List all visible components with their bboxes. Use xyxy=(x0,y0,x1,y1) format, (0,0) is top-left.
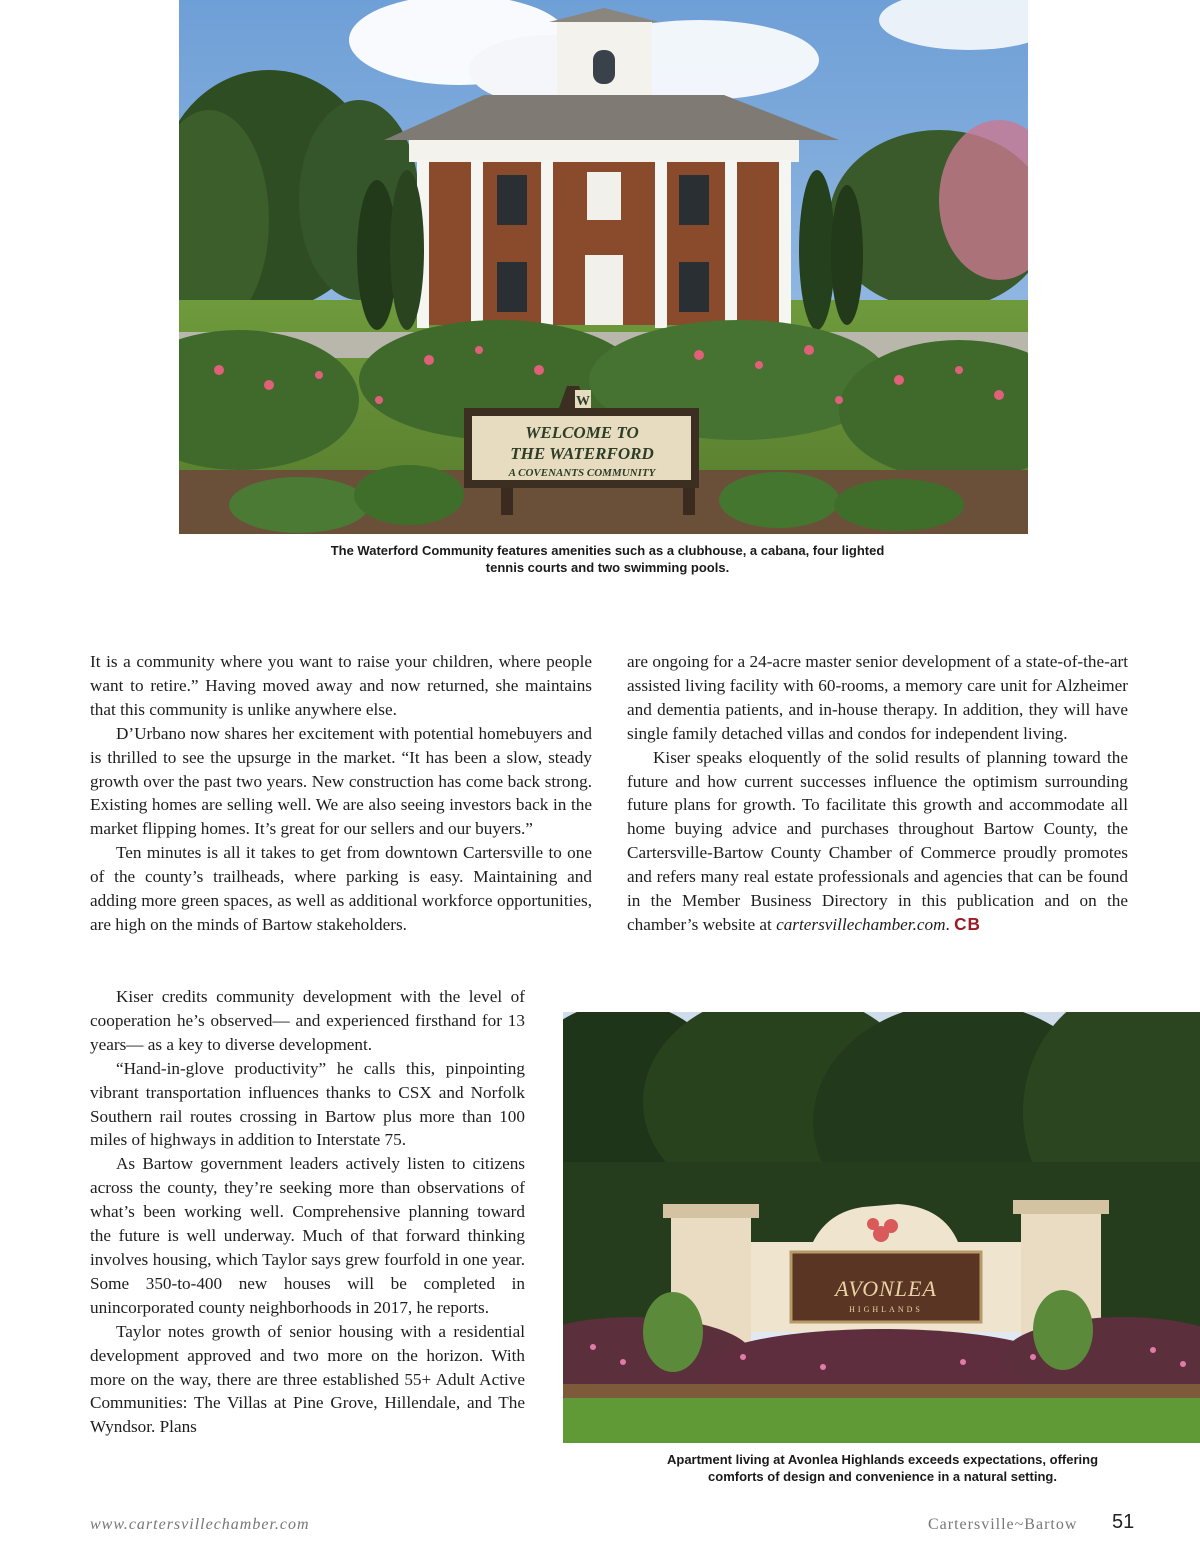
article-column-left-top xyxy=(90,650,592,937)
waterford-sign-line3: A COVENANTS COMMUNITY xyxy=(508,467,656,479)
article-paragraph: As Bartow government leaders actively listen to citizens across the county, they’re seeking more than observations of what’s been working well. Comprehensive planning toward the future is well underway. Much of that forward thinking involves housing, which Taylor says grew fourfold in one year. Some 350-to-400 new houses will be completed in unincorporated county neighborhoods in 2017, he reports. xyxy=(90,1154,525,1317)
closing-text: Kiser speaks eloquently of the solid results of planning toward the future and how current successes influence the optimism surrounding future plans for growth. To facilitate this growth and accommodate all home buying advice and purchases throughout Bartow County, the Cartersville-Bartow County Chamber of Commerce proudly promotes and refers many real estate professionals and agencies that can be found in the Member Business Directory in this publication and on the chamber’s website at xyxy=(627,747,1128,934)
caption-waterford-line1: The Waterford Community features amenities such as a clubhouse, a cabana, four lighted xyxy=(330,543,885,558)
footer-publication-name: Cartersville~Bartow xyxy=(928,1516,1078,1533)
article-paragraph: Taylor notes growth of senior housing with a residential development approved and two more on the horizon. With more on the way, there are three established 55+ Adult Active Communities: The Villas at Pine Grove, Hillendale, and The Wyndsor. Plans xyxy=(90,1321,525,1437)
caption-waterford-line2: tennis courts and two swimming pools. xyxy=(485,560,730,575)
page-number: 51 xyxy=(1112,1511,1135,1533)
waterford-sign-line1: WELCOME TO xyxy=(525,423,639,442)
caption-avonlea-line2: comforts of design and convenience in a natural setting. xyxy=(708,1469,1057,1484)
footer-website[interactable]: www.cartersvillechamber.com xyxy=(90,1516,310,1533)
chamber-website-link[interactable]: cartersvillechamber.com xyxy=(776,914,946,934)
article-paragraph: D’Urbano now shares her excitement with potential homebuyers and is thrilled to see the upsurge in the market. “It has been a slow, steady growth over the past two years. New construction has come back strong. Existing homes are selling well. We are also seeing investors back in the market flipping homes. It’s great for our sellers and our buyers.” xyxy=(90,723,592,839)
article-paragraph: “Hand-in-glove productivity” he calls this, pinpointing vibrant transportation influences thanks to CSX and Norfolk Southern rail routes crossing in Bartow plus more than 100 miles of highways in addition to Interstate 75. xyxy=(90,1058,525,1150)
article-column-left-bottom xyxy=(90,985,525,1439)
avonlea-photo-art xyxy=(563,1012,1200,1443)
waterford-photo-art xyxy=(179,0,1028,534)
article-column-right xyxy=(627,650,1128,937)
article-paragraph: are ongoing for a 24-acre master senior development of a state-of-the-art assisted living facility with 60-rooms, a memory care unit for Alzheimer and dementia patients, and in-house therapy. In addition, they will have single family detached villas and condos for independent living. xyxy=(627,652,1128,743)
waterford-clubhouse-photo xyxy=(179,0,1028,534)
article-paragraph: Kiser credits community development with the level of cooperation he’s observed— and experienced firsthand for 13 years— as a key to diverse development. xyxy=(90,987,525,1054)
avonlea-sign-name: AVONLEA xyxy=(835,1276,937,1301)
article-paragraph-closing xyxy=(627,746,1128,937)
avonlea-highlands-photo xyxy=(563,1012,1200,1443)
article-paragraph: It is a community where you want to raise your children, where people want to retire.” Having moved away and now returned, she maintains that this community is unlike anywhere else. xyxy=(90,652,592,719)
waterford-sign-monogram: W xyxy=(576,394,590,409)
photo-caption-avonlea xyxy=(590,1451,1175,1485)
caption-avonlea-line1: Apartment living at Avonlea Highlands exceeds expectations, offering xyxy=(666,1452,1099,1467)
waterford-sign-line2: THE WATERFORD xyxy=(510,444,654,463)
photo-caption-waterford xyxy=(250,542,965,576)
closing-period: . xyxy=(945,914,950,934)
end-mark: CB xyxy=(954,913,981,934)
avonlea-sign-sub: HIGHLANDS xyxy=(849,1305,923,1314)
article-paragraph: Ten minutes is all it takes to get from downtown Cartersville to one of the county’s trailheads, where parking is easy. Maintaining and adding more green spaces, as well as additional workforce opportunities, are high on the minds of Bartow stakeholders. xyxy=(90,843,592,934)
